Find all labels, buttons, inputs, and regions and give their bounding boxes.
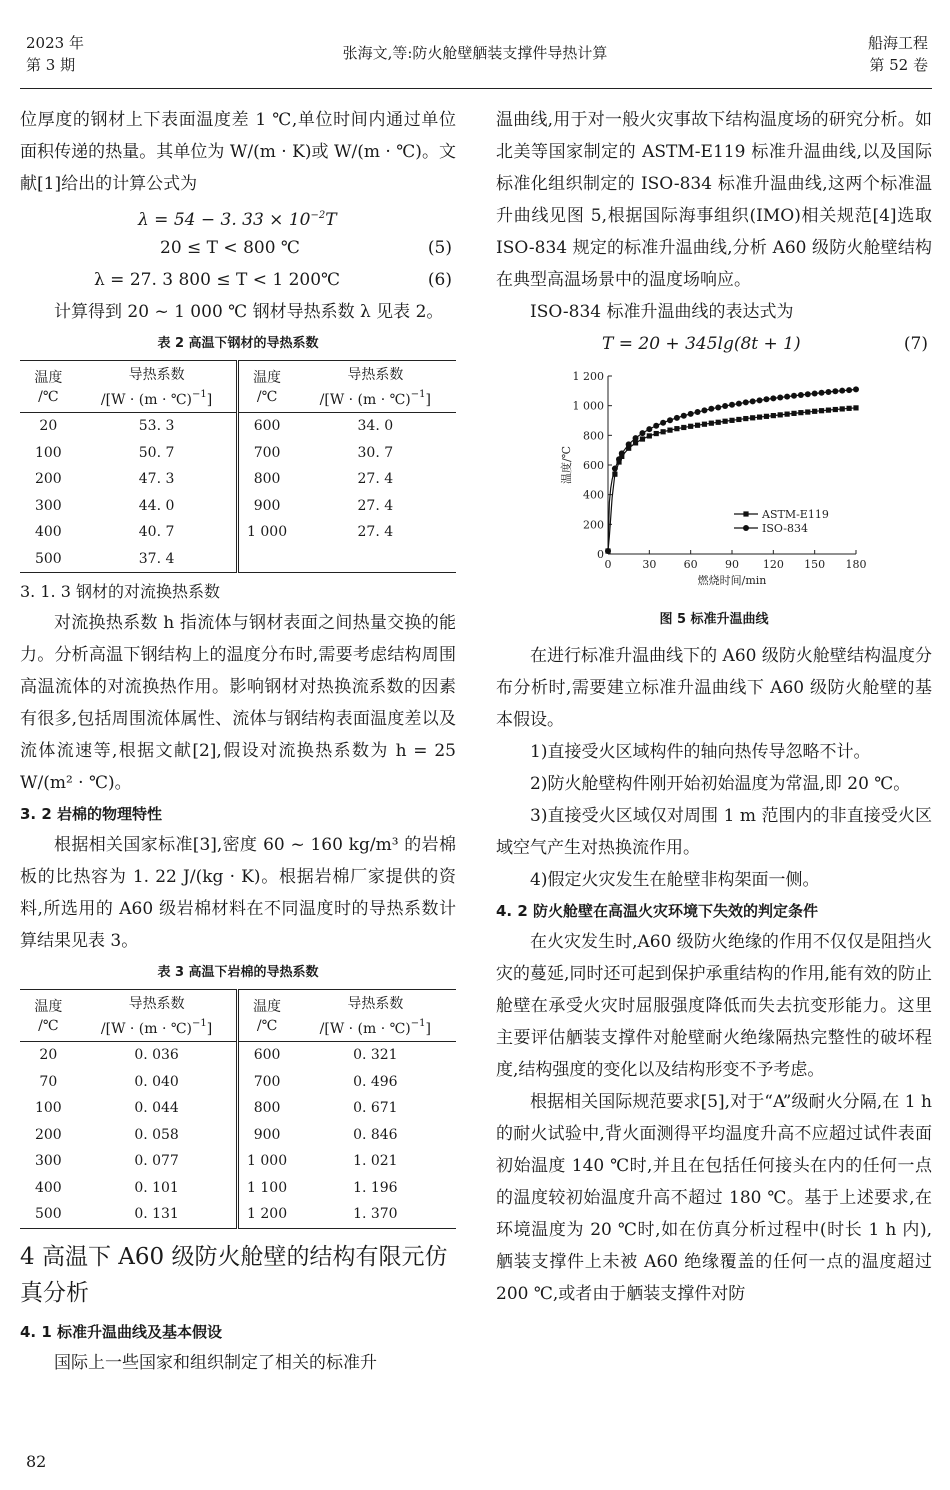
data-point — [791, 411, 796, 416]
data-point — [770, 395, 776, 401]
data-point — [743, 416, 748, 421]
y-tick-label: 600 — [583, 459, 604, 472]
equation-7-number: (7) — [903, 334, 928, 354]
assumption-2: 2)防火舱壁构件刚开始初始温度为常温,即 20 ℃。 — [530, 774, 911, 794]
y-tick-label: 800 — [583, 429, 604, 443]
x-tick-label: 0 — [604, 558, 612, 571]
data-point — [654, 431, 659, 436]
data-point — [764, 414, 769, 419]
right-column — [496, 104, 932, 1310]
data-point — [674, 415, 680, 421]
data-point — [619, 450, 625, 456]
data-point — [840, 406, 845, 411]
data-point — [616, 456, 622, 462]
t2-col-temp: 温度 /℃ — [34, 370, 63, 405]
table-3-caption: 表 3 高温下岩棉的导热系数 — [157, 965, 319, 980]
series-line-astm-e119 — [608, 408, 856, 551]
header-right — [868, 32, 928, 76]
data-point — [853, 386, 859, 392]
left-paragraph-4: 根据相关国家标准[3],密度 60 ~ 160 kg/m³ 的岩棉板的比热容为 1. 22 J/(kg · K)。根据岩棉厂家提供的资料,所选用的 A60 级岩棉材料在不同温度时的导热系数计算结果见表 3。 — [20, 835, 456, 951]
table-row: 400 0. 101 1 100 1. 196 — [20, 1175, 456, 1202]
t2-col-k-2: 导热系数 /[W · (m · ℃)$^{-1}$] — [319, 367, 431, 408]
table-row: 500 37. 4 — [20, 546, 456, 573]
y-tick-label: 1 000 — [572, 399, 604, 413]
data-point — [778, 412, 783, 417]
header-issue: 第 3 期 — [26, 56, 76, 74]
data-point — [812, 409, 817, 414]
right-paragraph-4: 在火灾发生时,A60 级防火绝缘的作用不仅仅是阻挡火灾的蔓延,同时还可起到保护承重结构的作用,能有效的防止舱壁在承受火灾时屈服强度降低而失去抗变形能力。这里主要评估舾装支撑件对舱壁耐火绝缘隔热完整性的破坏程度,结构强度的变化以及结构形变不予考虑。 — [496, 932, 932, 1080]
data-point — [667, 417, 673, 423]
data-point — [605, 548, 611, 554]
legend-label: ISO-834 — [762, 522, 809, 535]
data-point — [661, 429, 666, 434]
x-tick-label: 120 — [762, 558, 784, 571]
t2-col-temp-2: 温度 /℃ — [238, 361, 295, 413]
data-point — [763, 396, 769, 402]
data-point — [729, 418, 734, 423]
t2-col-k: 导热系数 /[W · (m · ℃)$^{-1}$] — [100, 367, 213, 408]
data-point — [839, 388, 845, 394]
equation-6-number: (6) — [427, 270, 452, 290]
data-point — [743, 399, 749, 405]
x-axis-label: 燃烧时间/min — [697, 574, 767, 587]
data-point — [681, 413, 687, 419]
data-point — [791, 393, 797, 399]
section-4-2: 4. 2 防火舱壁在高温火灾环境下失效的判定条件 — [496, 902, 819, 920]
section-3-2: 3. 2 岩棉的物理特性 — [20, 805, 163, 823]
left-paragraph-3: 对流换热系数 h 指流体与钢材表面之间热量交换的能力。分析高温下钢结构上的温度分布时,需要考虑结构周围高温流体的对流换热作用。影响钢材对热换流系数的因素有很多,包括周围流体属性、流体与钢结构表面温度差以及流体流速等,根据文献[2],假设对流换热系数为 h = 25 W/(m² · ℃)。 — [20, 613, 456, 793]
table-3 — [20, 989, 456, 1229]
x-tick-label: 90 — [725, 558, 739, 571]
data-point — [798, 392, 804, 398]
data-point — [812, 391, 818, 397]
data-point — [695, 409, 701, 415]
data-point — [771, 413, 776, 418]
data-point — [757, 397, 763, 403]
section-3-1-3: 3. 1. 3 钢材的对流换热系数 — [20, 582, 220, 601]
data-point — [702, 422, 707, 427]
assumption-4: 4)假定火灾发生在舱壁非构架面一侧。 — [530, 870, 820, 890]
data-point — [633, 435, 639, 441]
table-row: 100 0. 044 800 0. 671 — [20, 1095, 456, 1122]
data-point — [723, 419, 728, 424]
data-point — [709, 421, 714, 426]
data-point — [715, 404, 721, 410]
data-point — [785, 412, 790, 417]
data-point — [750, 415, 755, 420]
y-tick-label: 400 — [583, 488, 604, 502]
data-point — [846, 387, 852, 393]
equation-5a-body: λ = 54 − 3. $33 \times 10^{-2}T$ — [138, 210, 337, 230]
x-tick-label: 60 — [683, 558, 698, 571]
table-row: 200 0. 058 900 0. 846 — [20, 1122, 456, 1149]
equation-6 — [20, 264, 456, 296]
y-tick-label: 200 — [583, 518, 604, 532]
y-tick-label: 1 200 — [572, 370, 604, 383]
data-point — [612, 466, 618, 472]
data-point — [819, 390, 825, 396]
right-paragraph-1: 温曲线,用于对一般火灾事故下结构温度场的研究分析。如北美等国家制定的 ASTM-E119 标准升温曲线,以及国际标准化组织制定的 ISO-834 标准升温曲线,这两个标准温升曲线见图 5,根据国际海事组织(IMO)相关规范[4]选取 ISO-834 规定的标准升温曲线,分析 A60 级防火舱壁结构在典型高温场景中的温度场响应。 — [496, 110, 932, 290]
table-row: 400 40. 7 1 000 27. 4 — [20, 519, 456, 546]
table-row: 100 50. 7 700 30. 7 — [20, 440, 456, 467]
section-4-1: 4. 1 标准升温曲线及基本假设 — [20, 1322, 223, 1341]
data-point — [653, 423, 659, 429]
x-tick-label: 150 — [804, 558, 826, 571]
data-point — [722, 403, 728, 409]
figure-5 — [496, 368, 932, 604]
data-point — [736, 417, 741, 422]
header-rule — [20, 88, 932, 89]
left-paragraph-1: 位厚度的钢材上下表面温度差 1 ℃,单位时间内通过单位面积传递的热量。其单位为 W/(m · K)或 W/(m · ℃)。文献[1]给出的计算公式为 — [20, 110, 456, 194]
data-point — [729, 402, 735, 408]
t3-col-k-2: 导热系数 /[W · (m · ℃)$^{-1}$] — [319, 996, 431, 1037]
legend-marker — [743, 511, 748, 516]
table-row: 200 47. 3 800 27. 4 — [20, 466, 456, 493]
data-point — [798, 410, 803, 415]
data-point — [716, 420, 721, 425]
assumption-3: 3)直接受火区域仅对周围 1 m 范围内的非直接受火区域空气产生对热换流作用。 — [496, 806, 932, 858]
series-line-iso-834 — [608, 389, 856, 551]
t3-col-k: 导热系数 /[W · (m · ℃)$^{-1}$] — [100, 996, 213, 1037]
left-column — [20, 104, 456, 1379]
running-header — [0, 32, 950, 86]
header-year: 2023 年 — [26, 34, 84, 52]
table-row: 20 0. 036 600 0. 321 — [20, 1042, 456, 1069]
data-point — [805, 391, 811, 397]
data-point — [833, 407, 838, 412]
data-point — [667, 428, 672, 433]
data-point — [777, 395, 783, 401]
data-point — [825, 389, 831, 395]
equation-5-number: (5) — [427, 238, 452, 258]
x-tick-label: 180 — [845, 558, 867, 571]
y-tick-label: 0 — [597, 548, 604, 561]
data-point — [646, 426, 652, 432]
data-point — [695, 423, 700, 428]
data-point — [832, 388, 838, 394]
data-point — [819, 408, 824, 413]
table-row: 500 0. 131 1 200 1. 370 — [20, 1201, 456, 1228]
data-point — [847, 406, 852, 411]
equation-5b-body: 20 ≤ T < 800 ℃ — [160, 238, 300, 258]
data-point — [757, 414, 762, 419]
equation-6-body: λ = 27. 3 800 ≤ T < 1 200℃ — [94, 270, 341, 290]
data-point — [750, 398, 756, 404]
equation-7-body: T = 20 + 345lg(8t + 1) — [602, 334, 801, 354]
table-row: 300 0. 077 1 000 1. 021 — [20, 1148, 456, 1175]
right-paragraph-2: ISO-834 标准升温曲线的表达式为 — [530, 302, 794, 322]
left-paragraph-2: 计算得到 20 ~ 1 000 ℃ 钢材导热系数 λ 见表 2。 — [54, 302, 444, 322]
table-row: 300 44. 0 900 27. 4 — [20, 493, 456, 520]
x-tick-label: 30 — [642, 558, 657, 571]
right-paragraph-5: 根据相关国际规范要求[5],对于“A”级耐火分隔,在 1 h 的耐火试验中,背火面测得平均温度升高不应超过试件表面初始温度 140 ℃时,并且在包括任何接头在内的任何一点的温度较初始温度升高不超过 180 ℃。基于上述要求,在环境温度为 20 ℃时,如在仿真分析过程中(时长 1 h 内),舾装支撑件上未被 A60 绝缘覆盖的任何一点的温度超过 200 ℃,或者由于舾装支撑件对防 — [496, 1092, 932, 1304]
data-point — [688, 424, 693, 429]
data-point — [660, 420, 666, 426]
data-point — [701, 407, 707, 413]
page-number: 82 — [26, 1452, 47, 1471]
data-point — [647, 433, 652, 438]
legend-label: ASTM-E119 — [762, 508, 829, 521]
data-point — [805, 409, 810, 414]
table-2-caption: 表 2 高温下钢材的导热系数 — [157, 336, 319, 351]
legend-marker — [743, 525, 749, 531]
table-row: 70 0. 040 700 0. 496 — [20, 1069, 456, 1096]
equation-5a — [20, 200, 456, 232]
data-point — [784, 394, 790, 400]
data-point — [640, 436, 645, 441]
temperature-chart — [496, 368, 932, 600]
data-point — [826, 408, 831, 413]
data-point — [674, 426, 679, 431]
header-volume: 第 52 卷 — [869, 56, 928, 74]
data-point — [853, 405, 858, 410]
t3-col-temp: 温度 /℃ — [34, 999, 63, 1034]
header-journal: 船海工程 — [867, 34, 928, 52]
assumption-1: 1)直接受火区域构件的轴向热传导忽略不计。 — [530, 742, 871, 762]
data-point — [639, 430, 645, 436]
data-point — [736, 401, 742, 407]
data-point — [708, 406, 714, 412]
figure-5-caption: 图 5 标准升温曲线 — [659, 612, 769, 627]
table-row: 20 53. 3 600 34. 0 — [20, 413, 456, 440]
data-point — [688, 411, 694, 417]
data-point — [681, 425, 686, 430]
section-4-title: 4 高温下 A60 级防火舱壁的结构有限元仿真分析 — [20, 1243, 448, 1306]
t3-col-temp-2: 温度 /℃ — [238, 990, 295, 1042]
equation-5b — [20, 232, 456, 264]
data-point — [626, 441, 632, 447]
equation-7 — [496, 328, 932, 360]
header-title: 张海文,等:防火舱壁舾装支撑件导热计算 — [342, 44, 608, 62]
left-paragraph-5: 国际上一些国家和组织制定了相关的标准升 — [54, 1352, 377, 1373]
y-axis-label: 温度/℃ — [560, 445, 573, 485]
right-paragraph-3: 在进行标准升温曲线下的 A60 级防火舱壁结构温度分布分析时,需要建立标准升温曲线下 A60 级防火舱壁的基本假设。 — [496, 646, 932, 730]
table-2 — [20, 360, 456, 573]
